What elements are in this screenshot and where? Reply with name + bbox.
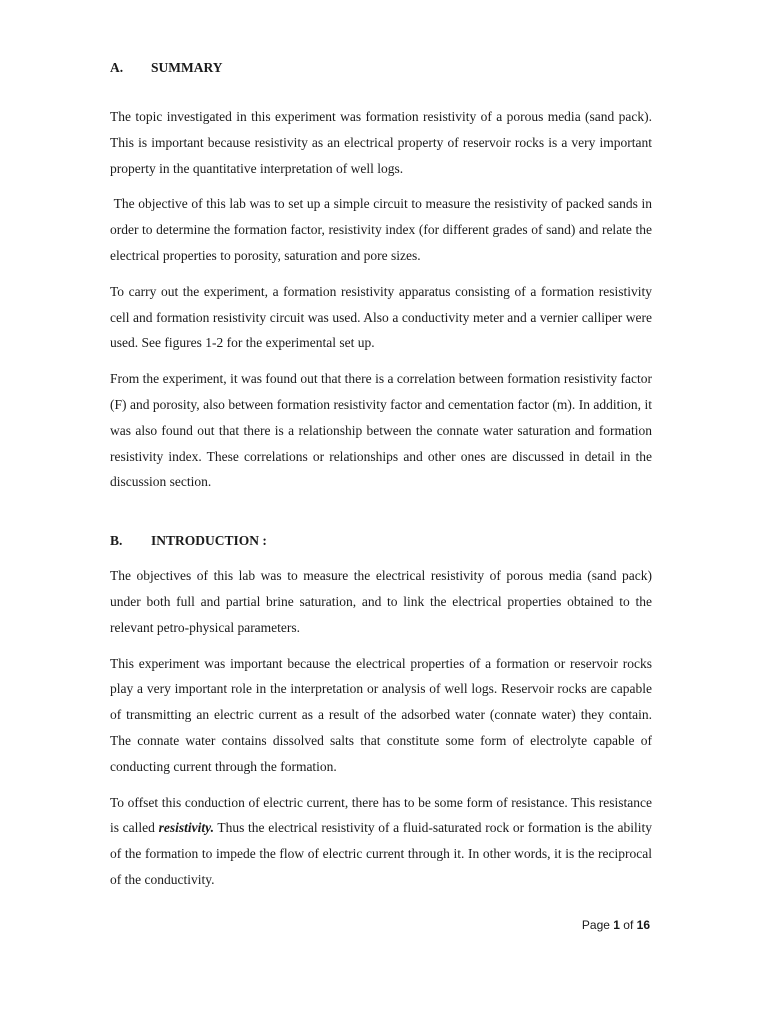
- section-a-number: A.: [110, 60, 124, 75]
- summary-paragraph-1: The topic investigated in this experiment was formation resistivity of a porous media (sand pack). This is important because resistivity as an electrical property of reservoir rocks is a very important property in the quantitative interpretation of well logs.: [110, 109, 652, 176]
- page-number-footer: [582, 918, 650, 932]
- page-separator: of: [619, 918, 637, 932]
- summary-paragraph-3: To carry out the experiment, a formation resistivity apparatus consisting of a formation resistivity cell and formation resistivity circuit was used. Also a conductivity meter and a vernier calliper were used. See figures 1-2 for the experimental set up.: [110, 283, 652, 351]
- page-content: [110, 58, 656, 893]
- summary-paragraph-2: The objective of this lab was to set up a simple circuit to measure the resistivity of packed sands in order to determine the formation factor, resistivity index (for different grades of sand) and relate the electrical properties to porosity, saturation and pore sizes.: [110, 196, 656, 263]
- summary-paragraph-4: From the experiment, it was found out that there is a correlation between formation resistivity factor (F) and porosity, also between formation resistivity factor and cementation factor (m). In addition, it was also found out that there is a relationship between the connate water saturation and formation resistivity index. These correlations or relationships and other ones are discussed in detail in the discussion section.: [110, 371, 652, 490]
- section-a-title: SUMMARY: [151, 60, 223, 75]
- section-b-heading: [110, 531, 652, 551]
- page-prefix: Page: [581, 918, 614, 932]
- page-total: 16: [636, 918, 650, 932]
- section-b-number: B.: [110, 533, 123, 549]
- introduction-paragraph-3-after: Thus the electrical resistivity of a fluid-saturated rock or formation is the ability of the formation to impede the flow of electric current through it. In other words, it is the reciprocal of the conductivity.: [110, 820, 653, 887]
- introduction-paragraph-1: The objectives of this lab was to measure the electrical resistivity of porous media (sand pack) under both full and partial brine saturation, and to link the electrical properties obtained to the relevant petro-physical parameters.: [110, 568, 652, 635]
- resistivity-term: resistivity.: [158, 820, 214, 836]
- introduction-paragraph-3-before: To offset this conduction of electric current, there has to be some form of resistance. This resistance is called: [110, 794, 652, 836]
- introduction-paragraph-3: [110, 790, 652, 893]
- section-a-heading: [110, 58, 652, 78]
- introduction-paragraph-2: This experiment was important because the electrical properties of a formation or reservoir rocks play a very important role in the interpretation or analysis of well logs. Reservoir rocks are capable of transmitting an electric current as a result of the adsorbed water (connate water) they contain. The connate water contains dissolved salts that constitute some form of electrolyte capable of conducting current through the formation.: [110, 655, 652, 774]
- section-b-title: INTRODUCTION :: [151, 533, 267, 549]
- page-current: 1: [613, 918, 620, 932]
